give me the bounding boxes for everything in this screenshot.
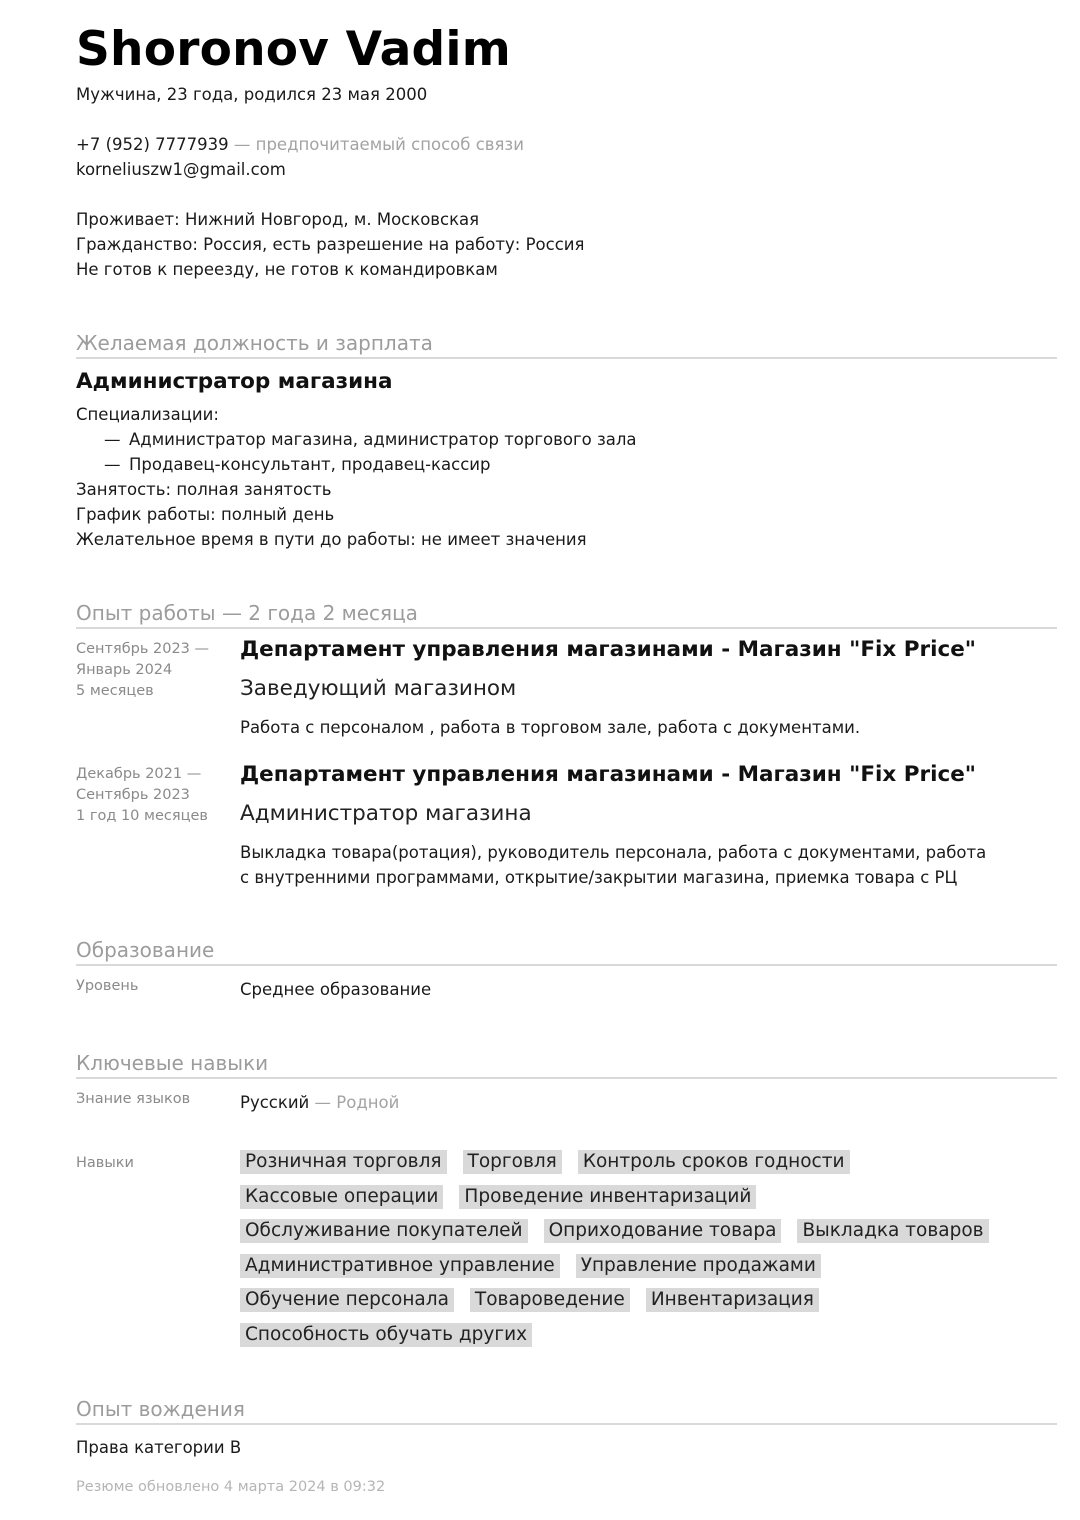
specialization-text: Администратор магазина, администратор торгового зала	[129, 430, 637, 449]
specialization-text: Продавец-консультант, продавец-кассир	[129, 455, 491, 474]
job-role: Заведующий магазином	[240, 676, 517, 701]
education-level-label: Уровень	[76, 978, 139, 994]
relocation: Не готов к переезду, не готов к командировкам	[76, 260, 498, 279]
period-start: Сентябрь 2023 —	[76, 641, 210, 657]
skills-row	[240, 1288, 1000, 1323]
skills-list	[240, 1150, 1000, 1357]
specializations-label: Специализации:	[76, 405, 219, 424]
skills-label: Навыки	[76, 1155, 134, 1171]
specialization-item	[104, 430, 637, 450]
commute-time: Желательное время в пути до работы: не имеет значения	[76, 530, 587, 549]
job-period	[76, 639, 209, 702]
skills-row	[240, 1150, 1000, 1185]
section-title-driving: Опыт вождения	[76, 1396, 1057, 1425]
skill-tag: Управление продажами	[576, 1254, 821, 1278]
work-schedule: График работы: полный день	[76, 505, 335, 524]
citizenship: Гражданство: Россия, есть разрешение на работу: Россия	[76, 235, 585, 254]
period-duration: 1 год 10 месяцев	[76, 808, 208, 824]
email-link[interactable]: korneliuszw1@gmail.com	[76, 160, 286, 179]
languages-label: Знание языков	[76, 1091, 191, 1107]
period-end: Сентябрь 2023	[76, 787, 190, 803]
skill-tag: Товароведение	[470, 1288, 630, 1312]
personal-info: Мужчина, 23 года, родился 23 мая 2000	[76, 85, 428, 104]
skill-tag: Выкладка товаров	[797, 1219, 988, 1243]
phone-line	[76, 135, 524, 155]
residence: Проживает: Нижний Новгород, м. Московская	[76, 210, 480, 229]
job-role: Администратор магазина	[240, 801, 532, 826]
desired-position-title: Администратор магазина	[76, 369, 393, 394]
period-start: Декабрь 2021 —	[76, 766, 202, 782]
job-description: Работа с персоналом , работа в торговом зале, работа с документами.	[240, 718, 861, 737]
skill-tag: Проведение инвентаризаций	[459, 1185, 756, 1209]
section-title-education: Образование	[76, 937, 1057, 966]
candidate-name: Shoronov Vadim	[76, 22, 511, 77]
phone-number[interactable]: +7 (952) 7777939	[76, 135, 229, 154]
skills-row	[240, 1219, 1000, 1254]
language-name: Русский	[240, 1093, 310, 1112]
skill-tag: Административное управление	[240, 1254, 560, 1278]
employment-type: Занятость: полная занятость	[76, 480, 332, 499]
list-dash: —	[104, 455, 121, 474]
skills-row	[240, 1185, 1000, 1220]
phone-note: — предпочитаемый способ связи	[228, 135, 524, 154]
skill-tag: Оприходование товара	[544, 1219, 782, 1243]
section-title-experience: Опыт работы — 2 года 2 месяца	[76, 600, 1057, 629]
skills-row	[240, 1323, 1000, 1358]
job-company: Департамент управления магазинами - Магазин "Fix Price"	[240, 637, 977, 662]
resume-updated: Резюме обновлено 4 марта 2024 в 09:32	[76, 1479, 386, 1495]
skill-tag: Розничная торговля	[240, 1150, 447, 1174]
list-dash: —	[104, 430, 121, 449]
job-company: Департамент управления магазинами - Магазин "Fix Price"	[240, 762, 977, 787]
job-description: Выкладка товара(ротация), руководитель персонала, работа с документами, работа с внутренними программами, открытие/закрытии магазина, приемка товара с РЦ	[240, 843, 987, 887]
language-level: — Родной	[309, 1093, 400, 1112]
skill-tag: Кассовые операции	[240, 1185, 443, 1209]
skill-tag: Обслуживание покупателей	[240, 1219, 528, 1243]
skill-tag: Инвентаризация	[646, 1288, 819, 1312]
skill-tag: Обучение персонала	[240, 1288, 454, 1312]
skill-tag: Торговля	[463, 1150, 562, 1174]
section-title-position: Желаемая должность и зарплата	[76, 330, 1057, 359]
section-title-skills: Ключевые навыки	[76, 1050, 1057, 1079]
skill-tag: Способность обучать других	[240, 1323, 532, 1347]
period-end: Январь 2024	[76, 662, 173, 678]
language-entry	[240, 1093, 399, 1113]
driving-license: Права категории B	[76, 1438, 242, 1457]
specialization-item	[104, 455, 490, 475]
education-level-value: Среднее образование	[240, 980, 432, 999]
skill-tag: Контроль сроков годности	[578, 1150, 850, 1174]
skills-row	[240, 1254, 1000, 1289]
job-period	[76, 764, 208, 827]
period-duration: 5 месяцев	[76, 683, 154, 699]
